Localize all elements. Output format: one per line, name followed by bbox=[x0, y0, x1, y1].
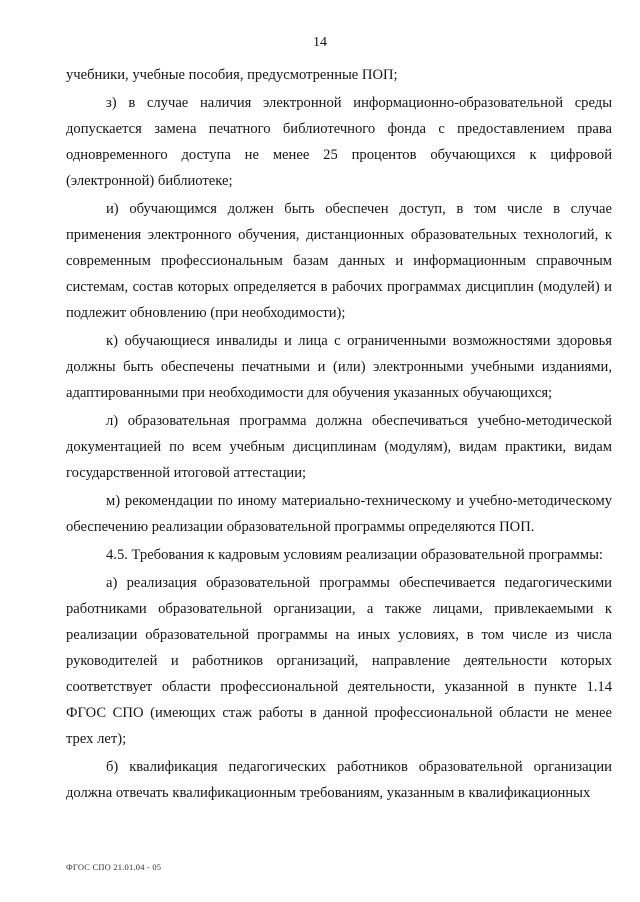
paragraph: и) обучающимся должен быть обеспечен доступ, в том числе в случае применения электронного обучения, дистанционных образовательных технологий, к современным профессиональным базам данных и информационным справочным системам, состав которых определяется в рабочих программах дисциплин (модулей) и подлежит обновлению (при необходимости); bbox=[66, 201, 612, 321]
paragraph: б) квалификация педагогических работников образовательной организации должна отвечать квалификационным требованиям, указанным в квалификационных bbox=[66, 759, 612, 801]
paragraph: л) образовательная программа должна обеспечиваться учебно-методической документацией по всем учебным дисциплинам (модулям), видам практики, видам государственной итоговой аттестации; bbox=[66, 413, 612, 481]
footer-doc-code: ФГОС СПО 21.01.04 - 05 bbox=[66, 862, 162, 872]
paragraph: м) рекомендации по иному материально-техническому и учебно-методическому обеспечению реализации образовательной программы определяются ПОП. bbox=[66, 493, 612, 535]
paragraph: учебники, учебные пособия, предусмотренные ПОП; bbox=[66, 67, 398, 83]
section-heading: 4.5. Требования к кадровым условиям реализации образовательной программы: bbox=[106, 547, 603, 563]
paragraph: з) в случае наличия электронной информационно-образовательной среды допускается замена печатного библиотечного фонда с предоставлением права одновременного доступа не менее 25 процентов обучающихся к цифровой (электронной) библиотеке; bbox=[66, 95, 612, 189]
page-number: 14 bbox=[313, 35, 327, 50]
paragraph: к) обучающиеся инвалиды и лица с ограниченными возможностями здоровья должны быть обеспечены печатными и (или) электронными учебными изданиями, адаптированными при необходимости для обучения указанных обучающихся; bbox=[66, 333, 612, 401]
paragraph: а) реализация образовательной программы обеспечивается педагогическими работниками образовательной организации, а также лицами, привлекаемыми к реализации образовательной программы на иных условиях, в том числе из числа руководителей и работников организаций, направление деятельности которых соответствует области профессиональной деятельности, указанной в пункте 1.14 ФГОС СПО (имеющих стаж работы в данной профессиональной области не менее трех лет); bbox=[66, 575, 612, 747]
document-body bbox=[66, 62, 612, 808]
